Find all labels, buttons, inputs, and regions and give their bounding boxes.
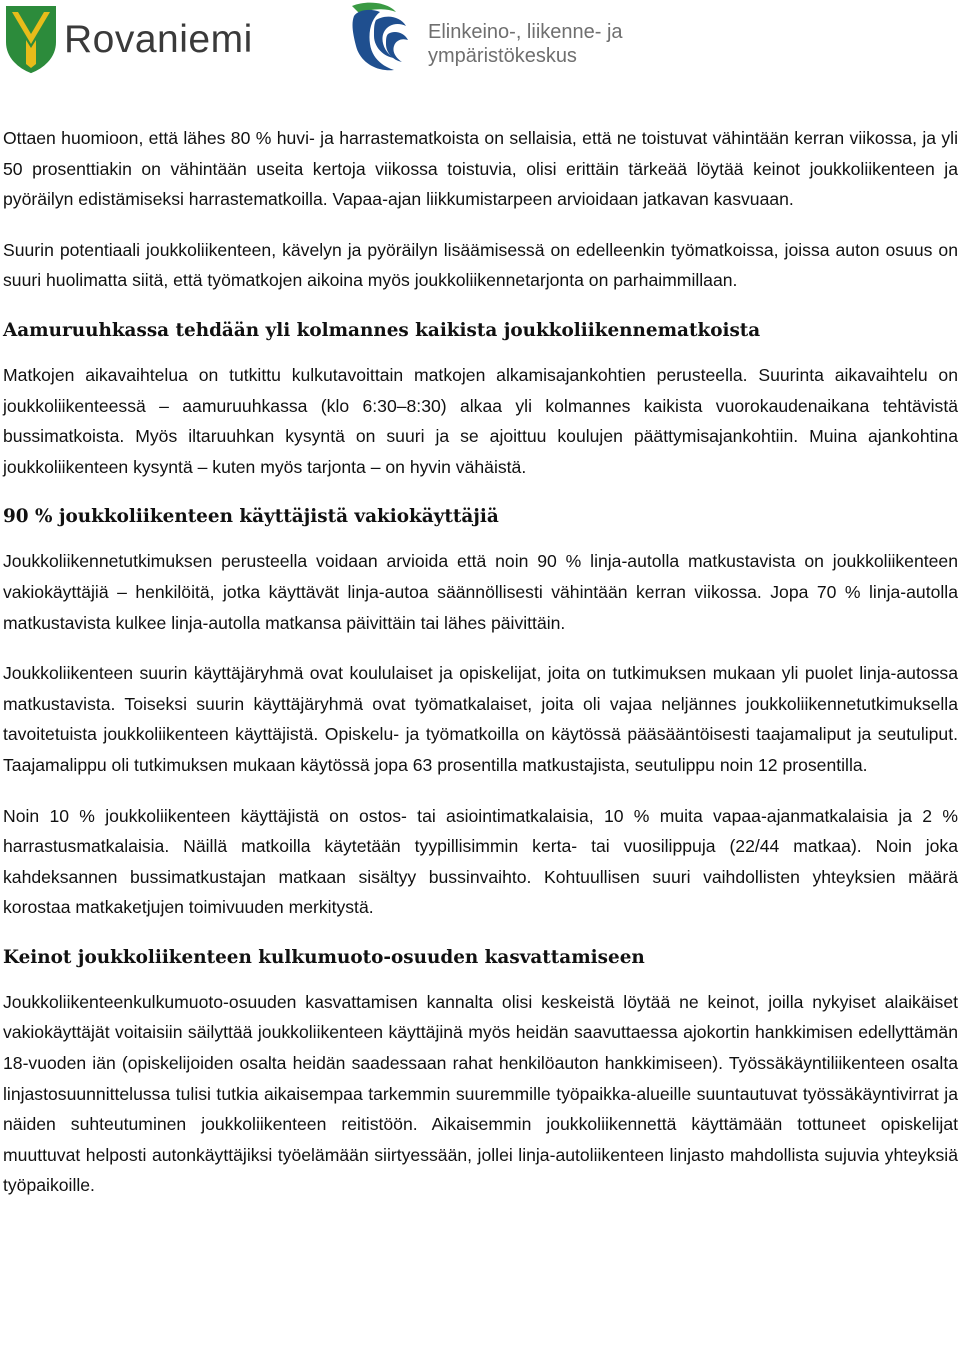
ely-centre-logo-text <box>428 20 623 68</box>
paragraph: Matkojen aikavaihtelua on tutkittu kulkutavoittain matkojen alkamisajankohtien perusteella. Suurinta aikavaihtelu on joukkoliikenteessä – aamuruuhkassa (klo 6:30–8:30) alkaa yli kolmannes kaikista vuorokaudenaikana tehtävistä bussimatkoista. Myös iltaruuhkan kysyntä on suuri ja se ajoittuu koulujen päättymisajankohtiin. Muina ajankohtina joukkoliikenteen kysyntä – kuten myös tarjonta – on hyvin vähäistä. <box>3 364 958 477</box>
page-header <box>0 0 960 80</box>
rovaniemi-logo <box>4 4 304 76</box>
paragraph: Ottaen huomioon, että lähes 80 % huvi- ja harrastematkoista on sellaisia, että ne toistuvat vähintään kerran viikossa, ja yli 50 prosenttiakin on vähintään useita kertoja viikossa toistuvia, olisi erittäin tärkeää löytää keinot joukkoliikenteen ja pyöräilyn edistämiseksi harrastematkoilla. Vapaa-ajan liikkumistarpeen arvioidaan jatkavan kasvuaan. <box>3 128 958 210</box>
document-body <box>3 123 958 1221</box>
ely-logo-line2: ympäristökeskus <box>428 45 577 67</box>
ely-centre-emblem-icon <box>346 0 420 76</box>
paragraph: Joukkoliikennetutkimuksen perusteella voidaan arvioida että noin 90 % linja-autolla matkustavista on joukkoliikenteen vakiokäyttäjiä – henkilöitä, jotka käyttävät linja-autoa säännöllisesti vähintään kerran viikossa. Jopa 70 % linja-autolla matkustavista kulkee linja-autolla matkansa päivittäin tai lähes päivittäin. <box>3 551 958 633</box>
paragraph: Suurin potentiaali joukkoliikenteen, kävelyn ja pyöräilyn lisäämisessä on edelleenkin työmatkoissa, joissa auton osuus on suuri huolimatta siitä, että työmatkojen aikoina myös joukkoliikennetarjonta on parhaimmillaan. <box>3 239 958 291</box>
rovaniemi-logo-text: Rovaniemi <box>64 18 253 61</box>
ely-logo-line1: Elinkeino-, liikenne- ja <box>428 21 623 43</box>
paragraph: Noin 10 % joukkoliikenteen käyttäjistä on ostos- tai asiointimatkalaisia, 10 % muita vapaa-ajanmatkalaisia ja 2 % harrastusmatkalaisia. Näillä matkoilla käytetään tyypillisimmin kerta- tai vuosilippuja (22/44 matkaa). Noin joka kahdeksannen bussimatkustajan matkaan sisältyy bussinvaihto. Kohtuullisen suuri vaihdollisten yhteyksien määrä korostaa matkaketjujen toimivuuden merkitystä. <box>3 805 958 918</box>
paragraph: Joukkoliikenteenkulkumuoto-osuuden kasvattamisen kannalta olisi keskeistä löytää ne keinot, joilla nykyiset alaikäiset vakiokäyttäjät voitaisiin säilyttää joukkoliikenteen käyttäjinä myös heidän saavuttaessa ajokortin hankkimisen edellyttämän 18-vuoden iän (opiskelijoiden osalta heidän saadessaan rahat henkilöauton hankkimiseen). Työssäkäyntiliikenteen osalta linjastosuunnittelussa tulisi tutkia aikaisempaa tarkemmin suuremmille työpaikka-alueille suuntautuvat työssäkäyntivirrat ja näiden suhteutuminen joukkoliikenteen reitistöön. Aikaisemmin joukkoliikennettä käyttämään tottuneet opiskelijat muuttuvat helposti autonkäyttäjiksi työelämään siirtyessään, jollei linja-autoliikenteen linjasto mahdollista sujuvia yhteyksiä työpaikoille. <box>3 991 958 1196</box>
section-heading: 90 % joukkoliikenteen käyttäjistä vakiokäyttäjiä <box>3 506 499 528</box>
rovaniemi-coat-of-arms-icon <box>4 4 58 74</box>
paragraph: Joukkoliikenteen suurin käyttäjäryhmä ovat koululaiset ja opiskelijat, joita on tutkimuksen mukaan yli puolet linja-autossa matkustavista. Toiseksi suurin käyttäjäryhmä ovat työmatkalaiset, joita oli vajaa neljännes joukkoliikennetutkimuksella tavoitetuista joukkoliikenteen käyttäjistä. Opiskelu- ja työmatkoilla on käytössä pääsääntöisesti taajamaliput ja seutuliput. Taajamalippu oli tutkimuksen mukaan käytössä jopa 63 prosentilla matkustajista, seutulippu noin 12 prosentilla. <box>3 663 958 775</box>
section-heading: Aamuruuhkassa tehdään yli kolmannes kaikista joukkoliikennematkoista <box>3 319 761 341</box>
ely-centre-logo <box>346 0 636 76</box>
section-heading: Keinot joukkoliikenteen kulkumuoto-osuuden kasvattamiseen <box>3 946 645 968</box>
